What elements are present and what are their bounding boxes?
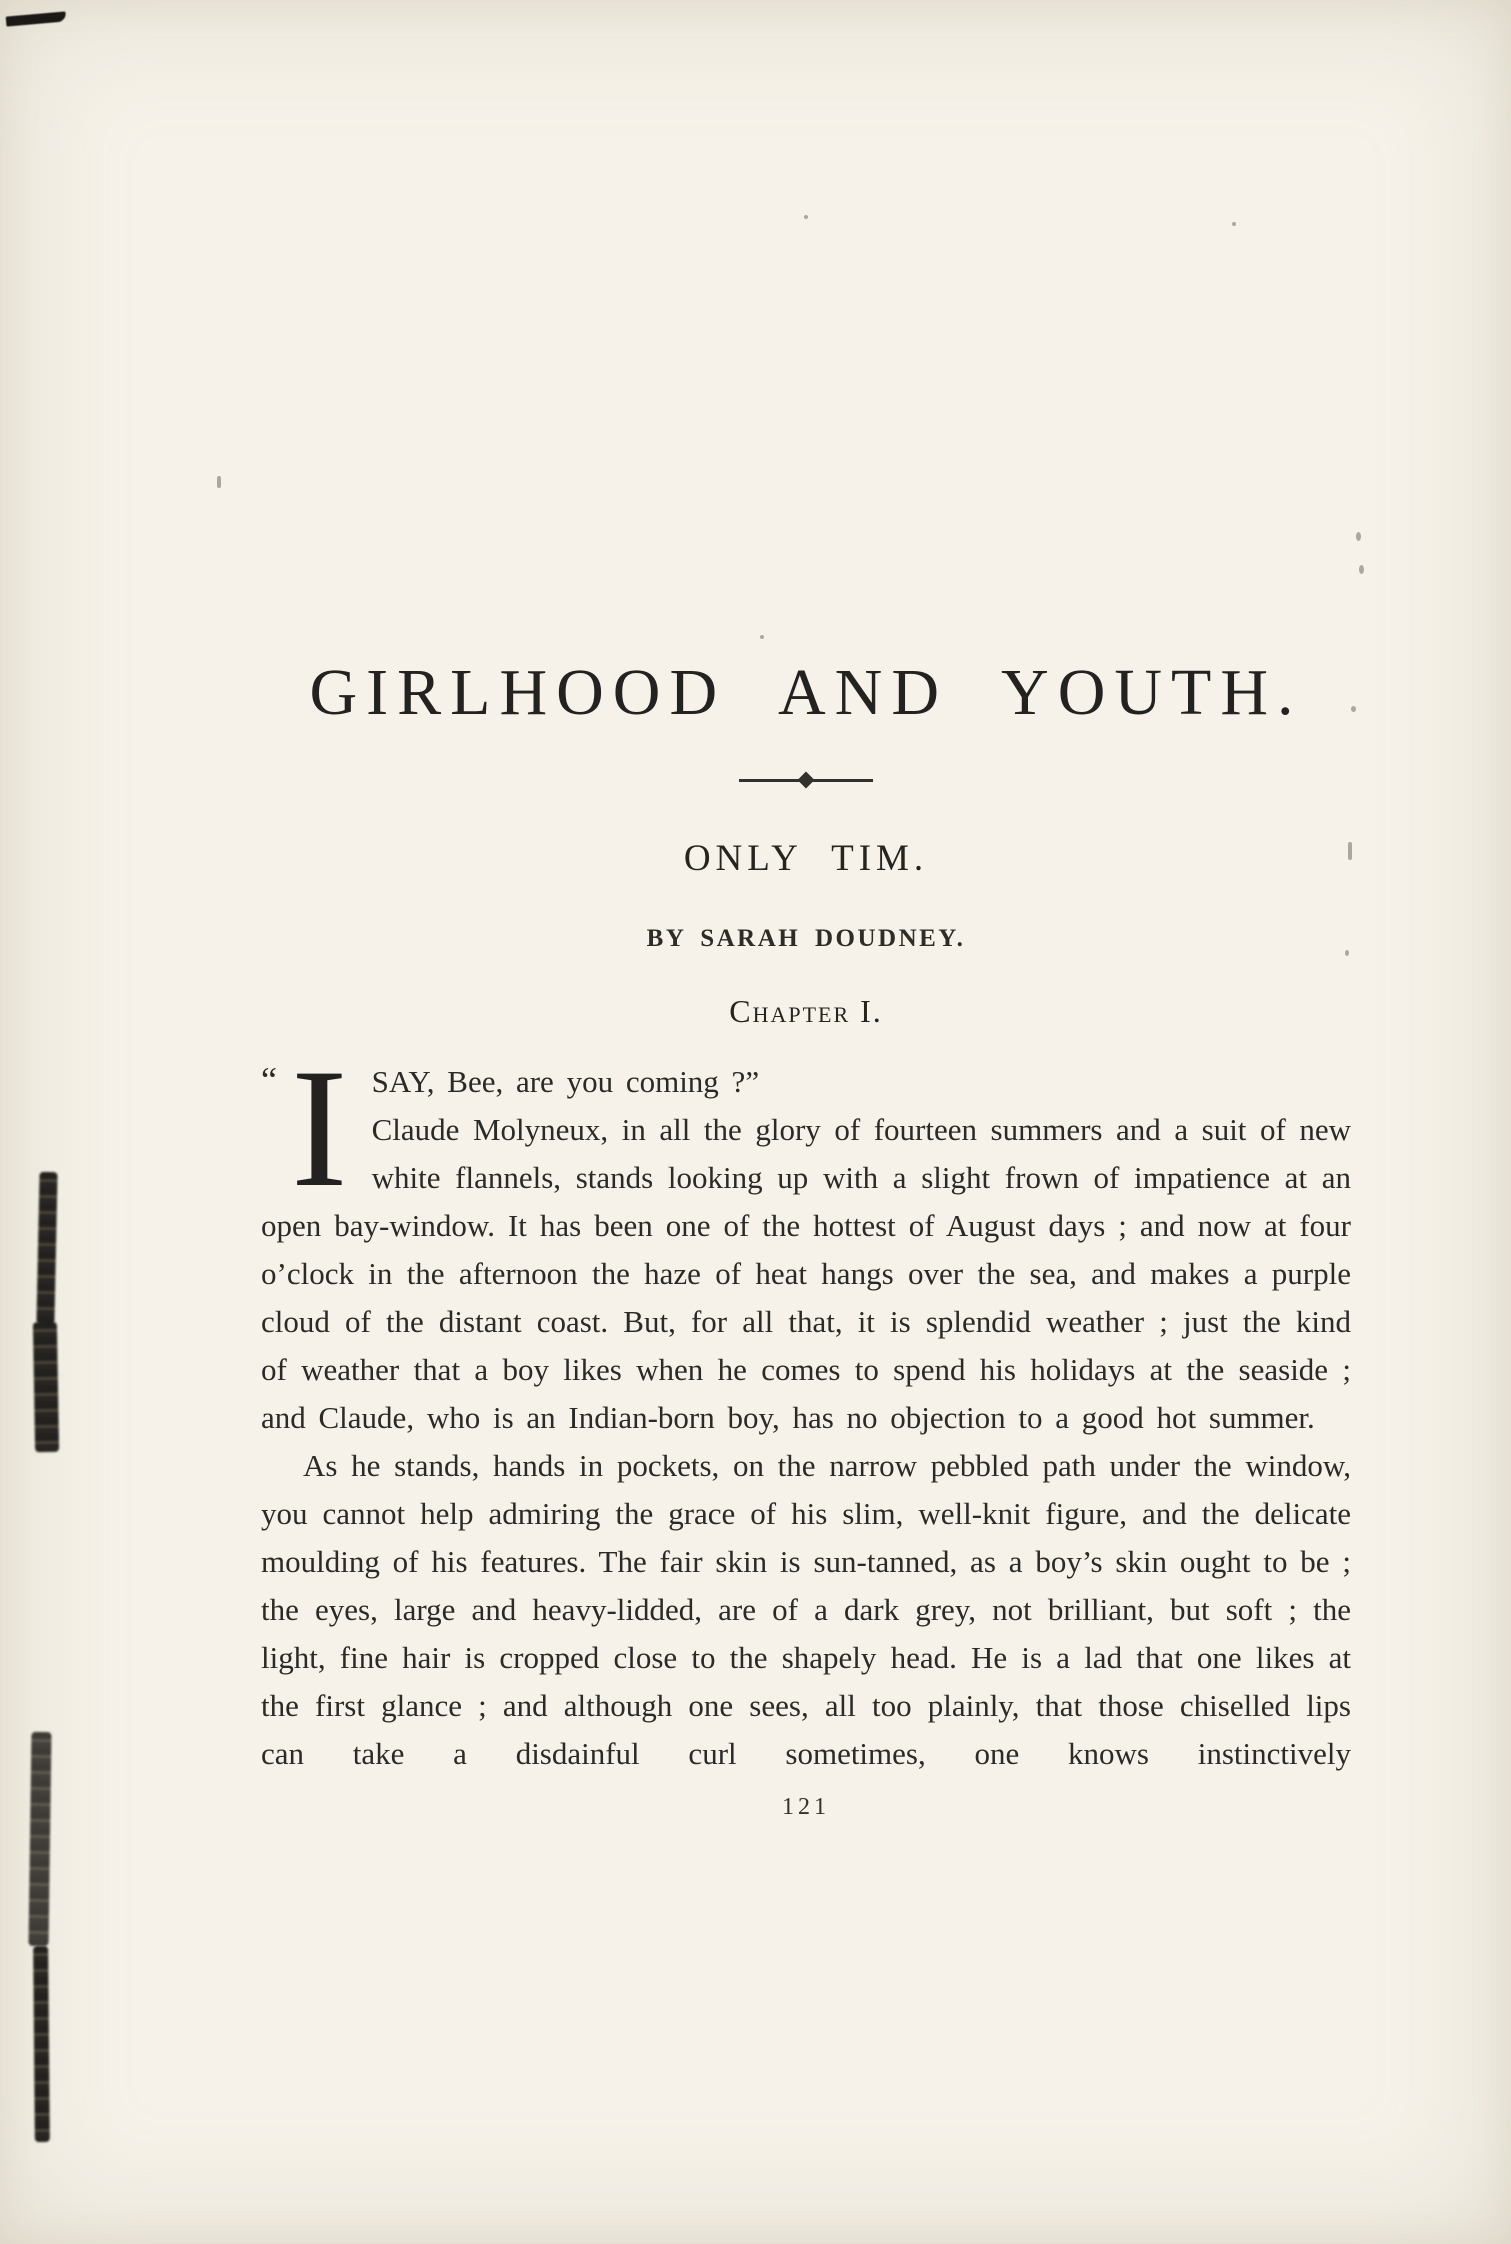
chapter-heading: Chapter I. (729, 993, 883, 1029)
scan-artifact-binding-mark (33, 1946, 50, 2142)
story-title: ONLY TIM. (683, 838, 929, 879)
scan-artifact-binding-mark (33, 1322, 59, 1452)
scan-speck (1232, 222, 1236, 226)
paragraph-first-rest: Claude Molyneux, in all the glory of fourteen summers and a suit of new white flannels, stands looking up with a slight frown of impatience at an open bay-window. It has been one of the hottest of August days ; and now at four o’clock in the afternoon the haze of heat hangs over the sea, and makes a purple cloud of the distant coast. But, for all that, it is splendid weather ; just the kind of weather that a boy likes when he comes to spend his holidays at the seaside ; and Claude, who is an Indian-born boy, has no objection to a good hot summer. (261, 1112, 1351, 1435)
scan-artifact-binding-mark (29, 1732, 52, 1946)
paragraph-second: As he stands, hands in pockets, on the narrow pebbled path under the window, you cannot help admiring the grace of his slim, well-knit figure, and the delicate moulding of his features. The fair skin is sun-tanned, as a boy’s skin ought to be ; the eyes, large and heavy-lidded, are of a dark grey, not brilliant, but soft ; the light, fine hair is cropped close to the shapely head. He is a lad that one likes at the first glance ; and although one sees, all too plainly, that those chiselled lips can take a disdainful curl sometimes, one knows instinctively (261, 1448, 1351, 1771)
divider-rule-right (811, 779, 873, 782)
scan-speck (1359, 565, 1364, 574)
divider-rule-left (739, 779, 801, 782)
scan-speck (1351, 706, 1356, 712)
page-title: GIRLHOOD AND YOUTH. (309, 656, 1303, 729)
paragraph-first-line: SAY, Bee, are you coming ?” (371, 1064, 760, 1099)
page-number: 121 (782, 1794, 830, 1820)
byline: BY SARAH DOUDNEY. (646, 925, 966, 952)
scan-speck (1356, 532, 1361, 541)
divider-diamond-icon (798, 772, 815, 789)
scan-speck (760, 635, 764, 639)
scan-speck (804, 215, 808, 219)
scan-speck (217, 476, 221, 488)
drop-cap: I (290, 1034, 348, 1222)
scan-artifact-binding-mark (36, 1172, 57, 1324)
story-body (261, 1034, 1351, 1778)
text-column (261, 656, 1351, 1821)
scan-artifact-corner-mark (6, 11, 67, 26)
divider-ornament (726, 774, 886, 786)
paragraph-first (261, 1034, 1351, 1442)
opening-quote: “ (261, 1060, 277, 1100)
